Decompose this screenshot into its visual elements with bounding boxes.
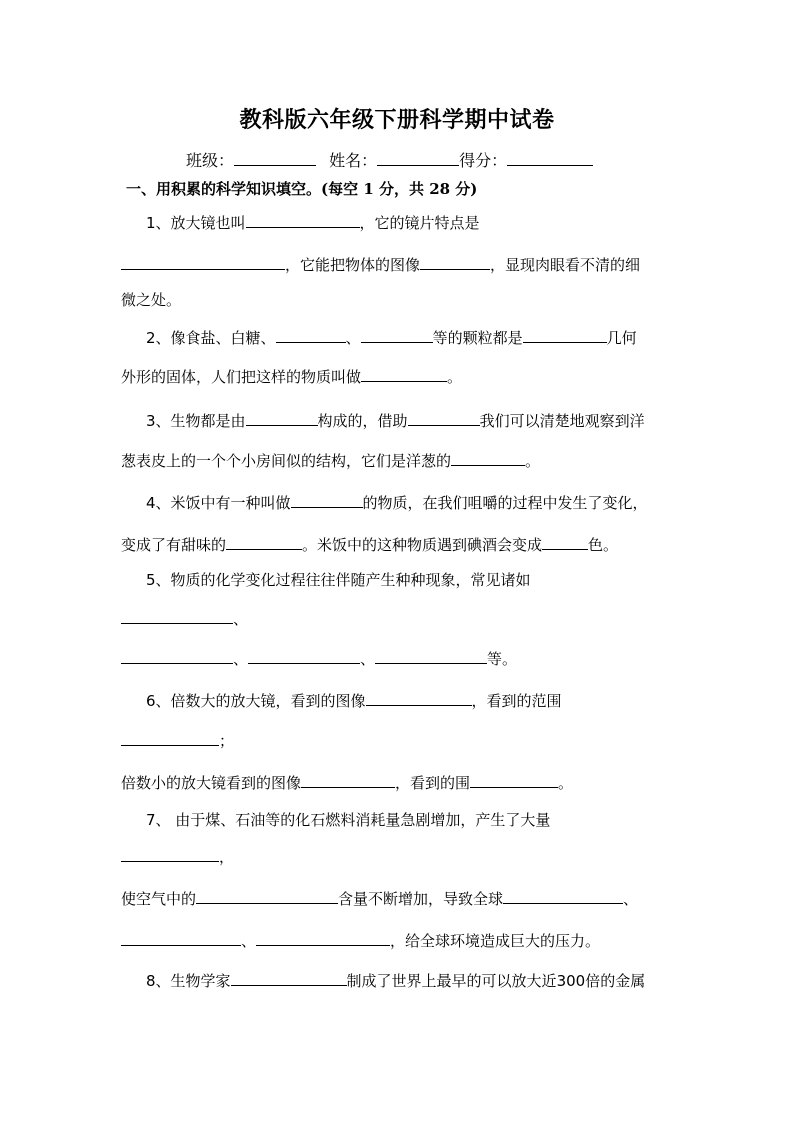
blank[interactable]	[523, 327, 607, 343]
q7-line4: 、 ，给全球环境造成巨大的压力。	[121, 930, 600, 951]
blank[interactable]	[375, 648, 487, 664]
blank[interactable]	[420, 254, 490, 270]
name-label: 姓名：	[329, 151, 378, 170]
blank[interactable]	[291, 492, 363, 508]
blank[interactable]	[248, 648, 360, 664]
q6-line1: 6、倍数大的放大镜，看到的图像 ，看到的范围	[146, 692, 562, 710]
class-label: 班级：	[186, 151, 235, 170]
q3-line1: 3、生物都是由 构成的，借助 我们可以清楚地观察到洋	[146, 412, 645, 430]
q7-line3: 使空气中的 含量不断增加，导致全球 、	[121, 890, 639, 908]
q1-line3: 微之处。	[121, 291, 182, 309]
q5-line1: 5、物质的化学变化过程往往伴随产生种种现象，常见诸如	[146, 571, 531, 589]
q4-line2: 变成了有甜味的 。米饭中的这种物质遇到碘酒会变成 色。	[121, 536, 619, 554]
q6-line2: ；	[121, 730, 234, 751]
class-blank[interactable]	[234, 150, 316, 166]
blank[interactable]	[121, 930, 241, 946]
section-heading: 一、用积累的科学知识填空。(每空 1 分，共 28 分)	[126, 180, 478, 198]
blank[interactable]	[276, 327, 346, 343]
blank[interactable]	[408, 410, 480, 426]
blank[interactable]	[121, 730, 219, 746]
blank[interactable]	[231, 970, 347, 986]
blank[interactable]	[542, 534, 588, 550]
q2-line1: 2、像食盐、白糖、 、 等的颗粒都是 几何	[146, 329, 637, 347]
q5-line2: 、	[121, 608, 248, 629]
blank[interactable]	[366, 690, 472, 706]
q7-line2: ，	[121, 846, 234, 867]
q2-line2: 外形的固体，人们把这样的物质叫做 。	[121, 368, 463, 386]
exam-title: 教科版六年级下册科学期中试卷	[239, 107, 555, 133]
q3-line2: 葱表皮上的一个个小房间似的结构，它们是洋葱的 。	[121, 452, 541, 470]
blank[interactable]	[361, 366, 447, 382]
blank[interactable]	[503, 888, 623, 904]
blank[interactable]	[226, 534, 302, 550]
blank[interactable]	[470, 772, 558, 788]
blank[interactable]	[121, 648, 233, 664]
blank[interactable]	[451, 450, 525, 466]
blank[interactable]	[301, 772, 395, 788]
blank[interactable]	[121, 846, 219, 862]
name-blank[interactable]	[377, 150, 459, 166]
q7-line1: 7、 由于煤、石油等的化石燃料消耗量急剧增加，产生了大量	[146, 811, 551, 829]
blank[interactable]	[256, 930, 390, 946]
q5-line3: 、 、 等。	[121, 648, 517, 669]
q1-line2: ，它能把物体的图像 ，显现肉眼看不清的细	[121, 254, 640, 275]
q1-line1: 1、放大镜也叫 ，它的镜片特点是	[146, 214, 480, 232]
blank[interactable]	[196, 888, 338, 904]
q8-line1: 8、生物学家 制成了世界上最早的可以放大近300倍的金属	[146, 972, 646, 990]
q6-line3: 倍数小的放大镜看到的图像 ，看到的围 。	[121, 774, 574, 792]
blank[interactable]	[121, 254, 285, 270]
blank[interactable]	[246, 410, 318, 426]
score-label: 得分：	[459, 151, 508, 170]
blank[interactable]	[121, 608, 233, 624]
blank[interactable]	[246, 212, 360, 228]
q4-line1: 4、米饭中有一种叫做 的物质，在我们咀嚼的过程中发生了变化，	[146, 494, 648, 512]
student-info-row	[186, 150, 593, 171]
blank[interactable]	[361, 327, 433, 343]
score-blank[interactable]	[507, 150, 593, 166]
